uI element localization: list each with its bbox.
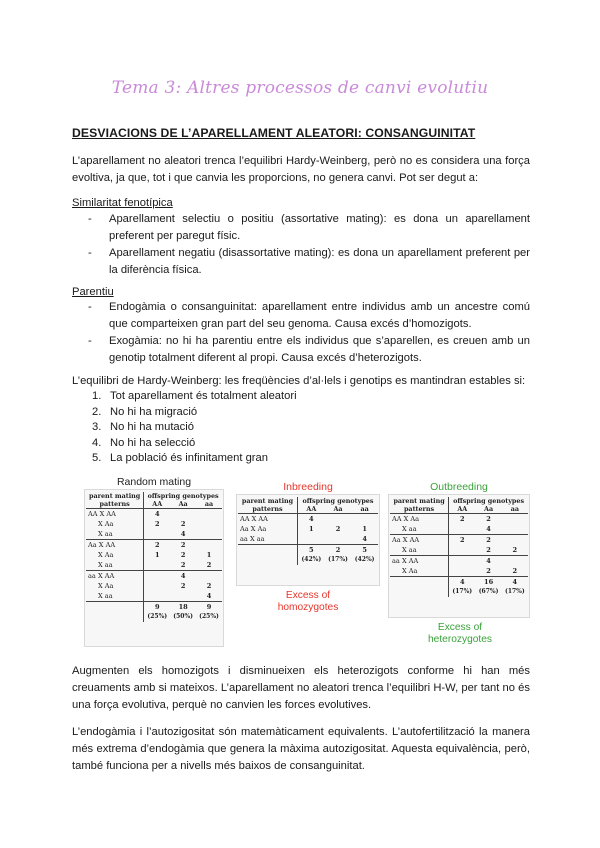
parent-pattern-cell: X aa [86,591,144,602]
offspring-count-cell: 4 [362,535,367,543]
offspring-count-cell: 2 [486,567,491,575]
parent-pattern-cell: X aa [390,545,449,556]
paragraph-endogamia: L’endogàmia i l’autozigositat són matemàticament equivalents. L’autofertilització la manera més extrema d’endogàmia que genera la màxima autozigositat. Aquesta equivalència, però, també funciona per a nivells més baixos de consanguinitat. [72,726,530,772]
totals-row [238,545,378,556]
offspring-count-cell [325,514,352,525]
table-row [86,529,222,540]
offspring-count-cell: 2 [144,540,170,551]
offspring-count-cell: 4 [154,510,160,518]
percent-cell: (25%) [147,613,168,620]
parent-pattern-cell: Aa X AA [390,535,449,546]
offspring-count-cell [502,524,528,535]
table-row [86,509,222,520]
parent-pattern-cell: AA X Aa [390,514,449,525]
offspring-count-cell: 2 [180,582,186,590]
parent-pattern-cell: Aa X AA [86,540,144,551]
offspring-count-cell: 4 [206,592,212,600]
offspring-count-cell [196,529,222,540]
percent-row [390,587,528,597]
total-cell: 16 [475,577,501,588]
parent-pattern-cell: aa X AA [390,556,449,567]
parent-pattern-cell: Aa X Aa [238,524,297,534]
total-cell: 9 [196,602,222,613]
table-row [86,560,222,571]
parent-pattern-cell: X aa [390,524,449,535]
percent-cell: (25%) [199,613,219,620]
parentiu-list [88,299,530,367]
offspring-count-cell: 2 [512,567,518,575]
total-cell: 2 [325,545,352,556]
outbreeding-title: Outbreeding [430,481,488,493]
percent-row [86,612,222,622]
offspring-count-cell: 4 [170,571,196,582]
total-cell: 5 [351,545,378,556]
table-row [86,550,222,560]
table-row [86,540,222,551]
parentiu-subheading: Parentiu [72,286,114,298]
offspring-count-cell: 2 [486,546,491,554]
offspring-count-cell: 2 [154,520,160,528]
total-cell: 18 [170,602,196,613]
table-row [390,524,528,535]
offspring-count-cell: 2 [512,546,518,554]
offspring-count-cell [502,535,528,546]
percent-row [238,555,378,565]
paragraph-homozigots: Augmenten els homozigots i disminueixen els heterozigots conforme hi han més creuaments amb si mateixos. L’aparellament no aleatori trenca l’equilibri H-W, per tant no és una força evolutiva, perquè no canvien les forces evolutives. [72,665,530,711]
offspring-count-cell: 2 [335,525,341,533]
random-mating-panel [84,489,224,647]
percent-cell: (50%) [173,613,194,620]
offspring-count-cell: 2 [206,561,212,569]
table-row [86,571,222,582]
percent-cell: (17%) [504,588,525,595]
offspring-count-cell: 2 [170,540,196,551]
parent-pattern-cell: X Aa [390,566,449,577]
list-item: - Endogàmia o consanguinitat: aparellament entre individus amb un ancestre comú que comparteixen gran part del seu genoma. Causa excés d’homozigots. [88,299,530,333]
parent-pattern-cell: X Aa [86,550,144,560]
inbreeding-table: parent mating offspring genotypes patterns AA Aa aa AA X AA 4 Aa X Aa 1 2 1 aa X aa 4 5 2 5 (42%) (17%) (42%) [238,497,378,565]
list-item: - Exogàmia: no hi ha parentiu entre els individus que s’aparellen, es creuen amb un genotip totalment diferent al propi. Causa excés d’heterozigots. [88,333,530,367]
table-row [238,514,378,525]
offspring-count-cell: 4 [475,556,501,567]
parent-pattern-cell: AA X AA [238,514,297,525]
inbreeding-title: Inbreeding [283,481,333,493]
offspring-count-cell: 1 [206,551,212,559]
offspring-count-cell [351,514,378,525]
offspring-count-cell: 2 [180,520,186,528]
table-row [390,566,528,577]
conditions-list [92,389,297,467]
offspring-count-cell: 2 [475,535,501,546]
page-title: Tema 3: Altres processos de canvi evolutiu [111,78,489,98]
percent-cell: (42%) [354,556,375,563]
offspring-count-cell [502,514,528,525]
inbreeding-panel [236,494,380,586]
offspring-count-cell: 2 [206,582,212,590]
total-cell: 4 [502,577,528,588]
list-item: 1. Tot aparellament és totalment aleatori [92,390,297,402]
parent-pattern-cell: X aa [86,560,144,571]
excess-heterozygotes-caption: Excess of heterozygotes [428,622,492,645]
random-mating-title: Random mating [116,476,192,488]
table-row [238,524,378,534]
offspring-count-cell [449,524,476,535]
offspring-count-cell [144,581,170,591]
percent-cell: (17%) [452,588,473,595]
list-item: 4. No hi ha selecció [92,436,196,449]
offspring-count-cell: 2 [180,561,186,569]
offspring-count-cell [449,566,476,577]
offspring-count-cell [144,529,170,540]
outbreeding-table: parent mating offspring genotypes patterns AA Aa aa AA X Aa 2 2 X aa 4 Aa X AA 2 2 X aa 2 2 aa X AA 4 X Aa 2 2 4 16 4 (17%) (67%) (17%) [390,497,528,597]
offspring-count-cell [170,591,196,602]
table-row [390,514,528,525]
percent-cell: (17%) [328,556,348,563]
hw-intro: L’equilibri de Hardy-Weinberg: les freqüències d’al·lels i genotips es mantindran estables si: [72,375,526,387]
offspring-count-cell: 1 [362,525,367,533]
offspring-count-cell [144,571,170,582]
list-item: 2. No hi ha migració [92,405,198,418]
total-cell: 5 [297,545,324,556]
excess-homozygotes-caption: Excess of homozygotes [277,590,339,613]
total-cell: 9 [144,602,170,613]
list-item: - Aparellament negatiu (disassortative mating): es dona un aparellament preferent per la diferència física. [88,245,530,279]
offspring-count-cell [449,545,476,556]
parent-pattern-cell: X aa [86,529,144,540]
offspring-count-cell [144,591,170,602]
offspring-count-cell: 4 [486,525,491,533]
parent-pattern-cell: aa X AA [86,571,144,582]
list-item: 3. No hi ha mutació [92,421,194,433]
totals-row [390,577,528,588]
random-mating-table: parent mating offspring genotypes patterns AA Aa aa AA X AA 4 X Aa 2 2 X aa 4 Aa X AA 2 2 X Aa 1 2 1 X aa 2 2 aa X AA 4 X Aa 2 2 X aa 4 9 18 9 (25%) (50%) (25%) [86,492,222,622]
offspring-count-cell [196,571,222,582]
table-row [86,581,222,591]
offspring-count-cell: 2 [180,551,186,559]
offspring-count-cell: 4 [309,515,314,523]
similaritat-list [88,211,530,279]
total-cell: 4 [449,577,476,588]
table-row [86,519,222,529]
table-row [390,535,528,546]
offspring-count-cell [196,519,222,529]
parent-pattern-cell: AA X AA [86,509,144,520]
offspring-count-cell: 4 [180,530,186,538]
offspring-count-cell: 2 [449,535,476,546]
parent-pattern-cell: X Aa [86,519,144,529]
offspring-count-cell: 1 [309,525,314,533]
offspring-count-cell [297,534,324,545]
percent-cell: (42%) [301,556,322,563]
offspring-count-cell: 1 [154,551,160,559]
offspring-count-cell [144,560,170,571]
intro-paragraph: L’aparellament no aleatori trenca l’equilibri Hardy-Weinberg, però no es considera una força evoltiva, ja que, tot i que canvia les proporcions, no genera canvi. Pot ser degut a: [72,155,530,184]
table-row [390,545,528,556]
offspring-count-cell [449,556,476,567]
table-row [238,534,378,545]
outbreeding-panel [388,494,530,618]
similaritat-subheading: Similaritat fenotípica [72,197,173,209]
offspring-count-cell [502,556,528,567]
percent-cell: (67%) [478,588,499,595]
totals-row [86,602,222,613]
offspring-count-cell [170,509,196,520]
offspring-count-cell [196,509,222,520]
offspring-count-cell: 2 [460,515,465,523]
parent-pattern-cell: X Aa [86,581,144,591]
table-row [86,591,222,602]
offspring-count-cell: 2 [486,515,491,523]
table-row [390,556,528,567]
parent-pattern-cell: aa X aa [238,534,297,545]
list-item: 5. La població és infinitament gran [92,452,268,464]
list-item: - Aparellament selectiu o positiu (assortative mating): es dona un aparellament preferent per paregut físic. [88,211,530,245]
offspring-count-cell [325,534,352,545]
offspring-count-cell [196,540,222,551]
section-heading: DESVIACIONS DE L’APARELLAMENT ALEATORI: CONSANGUINITAT [72,126,476,140]
